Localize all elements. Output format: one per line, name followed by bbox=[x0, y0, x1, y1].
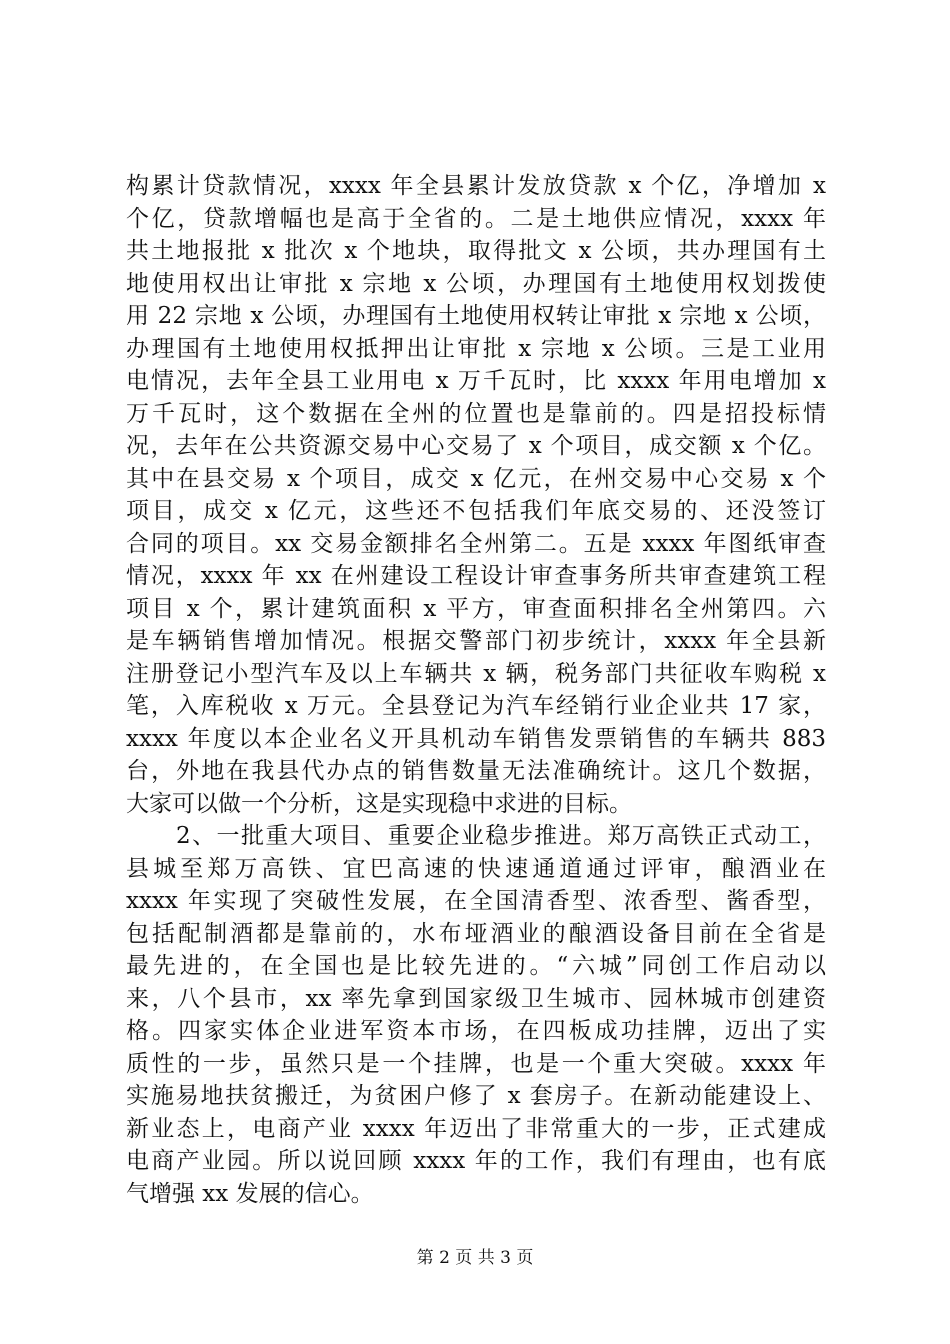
text-line: 万千瓦时，这个数据在全州的位置也是靠前的。四是招投标情 bbox=[126, 400, 826, 427]
text-line: 地使用权出让审批 x 宗地 x 公顷，办理国有土地使用权划拨使 bbox=[126, 270, 826, 297]
body-text bbox=[126, 170, 826, 1210]
text-line: 笔，入库税收 x 万元。全县登记为汽车经销行业企业共 17 家， bbox=[126, 693, 826, 719]
text-line: 实施易地扶贫搬迁，为贫困户修了 x 套房子。在新动能建设上、 bbox=[126, 1083, 826, 1109]
text-line: 2、一批重大项目、重要企业稳步推进。郑万高铁正式动工， bbox=[176, 823, 826, 849]
text-line: 气增强 xx 发展的信心。 bbox=[126, 1180, 374, 1207]
text-line: 格。四家实体企业进军资本市场，在四板成功挂牌，迈出了实 bbox=[126, 1018, 826, 1044]
text-line: 最先进的，在全国也是比较先进的。“六城”同创工作启动以 bbox=[126, 953, 826, 979]
text-line: 县城至郑万高铁、宜巴高速的快速通道通过评审，酿酒业在 bbox=[126, 855, 826, 882]
text-line: 电商产业园。所以说回顾 xxxx 年的工作，我们有理由，也有底 bbox=[126, 1148, 826, 1174]
text-line: 大家可以做一个分析，这是实现稳中求进的目标。 bbox=[126, 790, 632, 817]
text-line: 是车辆销售增加情况。根据交警部门初步统计，xxxx 年全县新 bbox=[126, 628, 826, 654]
text-line: xxxx 年度以本企业名义开具机动车销售发票销售的车辆共 883 bbox=[126, 725, 826, 752]
text-line: 台，外地在我县代办点的销售数量无法准确统计。这几个数据， bbox=[126, 758, 826, 784]
text-line: 质性的一步，虽然只是一个挂牌，也是一个重大突破。xxxx 年 bbox=[126, 1050, 826, 1077]
text-line: 项目 x 个，累计建筑面积 x 平方，审查面积排名全州第四。六 bbox=[126, 595, 826, 622]
page-number-footer: 第 2 页 共 3 页 bbox=[416, 1248, 534, 1268]
text-line: 办理国有土地使用权抵押出让审批 x 宗地 x 公顷。三是工业用 bbox=[126, 335, 826, 362]
text-line: 来，八个县市，xx 率先拿到国家级卫生城市、园林城市创建资 bbox=[126, 985, 826, 1012]
text-line: 包括配制酒都是靠前的，水布垭酒业的酿酒设备目前在全省是 bbox=[126, 920, 826, 947]
text-line: 构累计贷款情况，xxxx 年全县累计发放贷款 x 个亿，净增加 x bbox=[126, 173, 826, 199]
text-line: 注册登记小型汽车及以上车辆共 x 辆，税务部门共征收车购税 x bbox=[126, 660, 826, 687]
text-line: 新业态上，电商产业 xxxx 年迈出了非常重大的一步，正式建成 bbox=[126, 1115, 826, 1142]
text-line: 个亿，贷款增幅也是高于全省的。二是土地供应情况，xxxx 年 bbox=[126, 205, 826, 232]
text-line: 项目，成交 x 亿元，这些还不包括我们年底交易的、还没签订 bbox=[126, 498, 826, 524]
paragraph-loan-land-power bbox=[126, 170, 826, 820]
text-line: 其中在县交易 x 个项目，成交 x 亿元，在州交易中心交易 x 个 bbox=[126, 465, 826, 492]
text-line: 情况，xxxx 年 xx 在州建设工程设计审查事务所共审查建筑工程 bbox=[126, 563, 826, 589]
text-line: 共土地报批 x 批次 x 个地块，取得批文 x 公顷，共办理国有土 bbox=[126, 238, 826, 264]
paragraph-major-projects bbox=[126, 820, 826, 1210]
text-line: 况，去年在公共资源交易中心交易了 x 个项目，成交额 x 个亿。 bbox=[126, 433, 826, 459]
text-line: 电情况，去年全县工业用电 x 万千瓦时，比 xxxx 年用电增加 x bbox=[126, 368, 826, 394]
text-line: 用 22 宗地 x 公顷，办理国有土地使用权转让审批 x 宗地 x 公顷， bbox=[126, 303, 826, 329]
text-line: xxxx 年实现了突破性发展，在全国清香型、浓香型、酱香型， bbox=[126, 888, 826, 914]
text-line: 合同的项目。xx 交易金额排名全州第二。五是 xxxx 年图纸审查 bbox=[126, 530, 826, 557]
